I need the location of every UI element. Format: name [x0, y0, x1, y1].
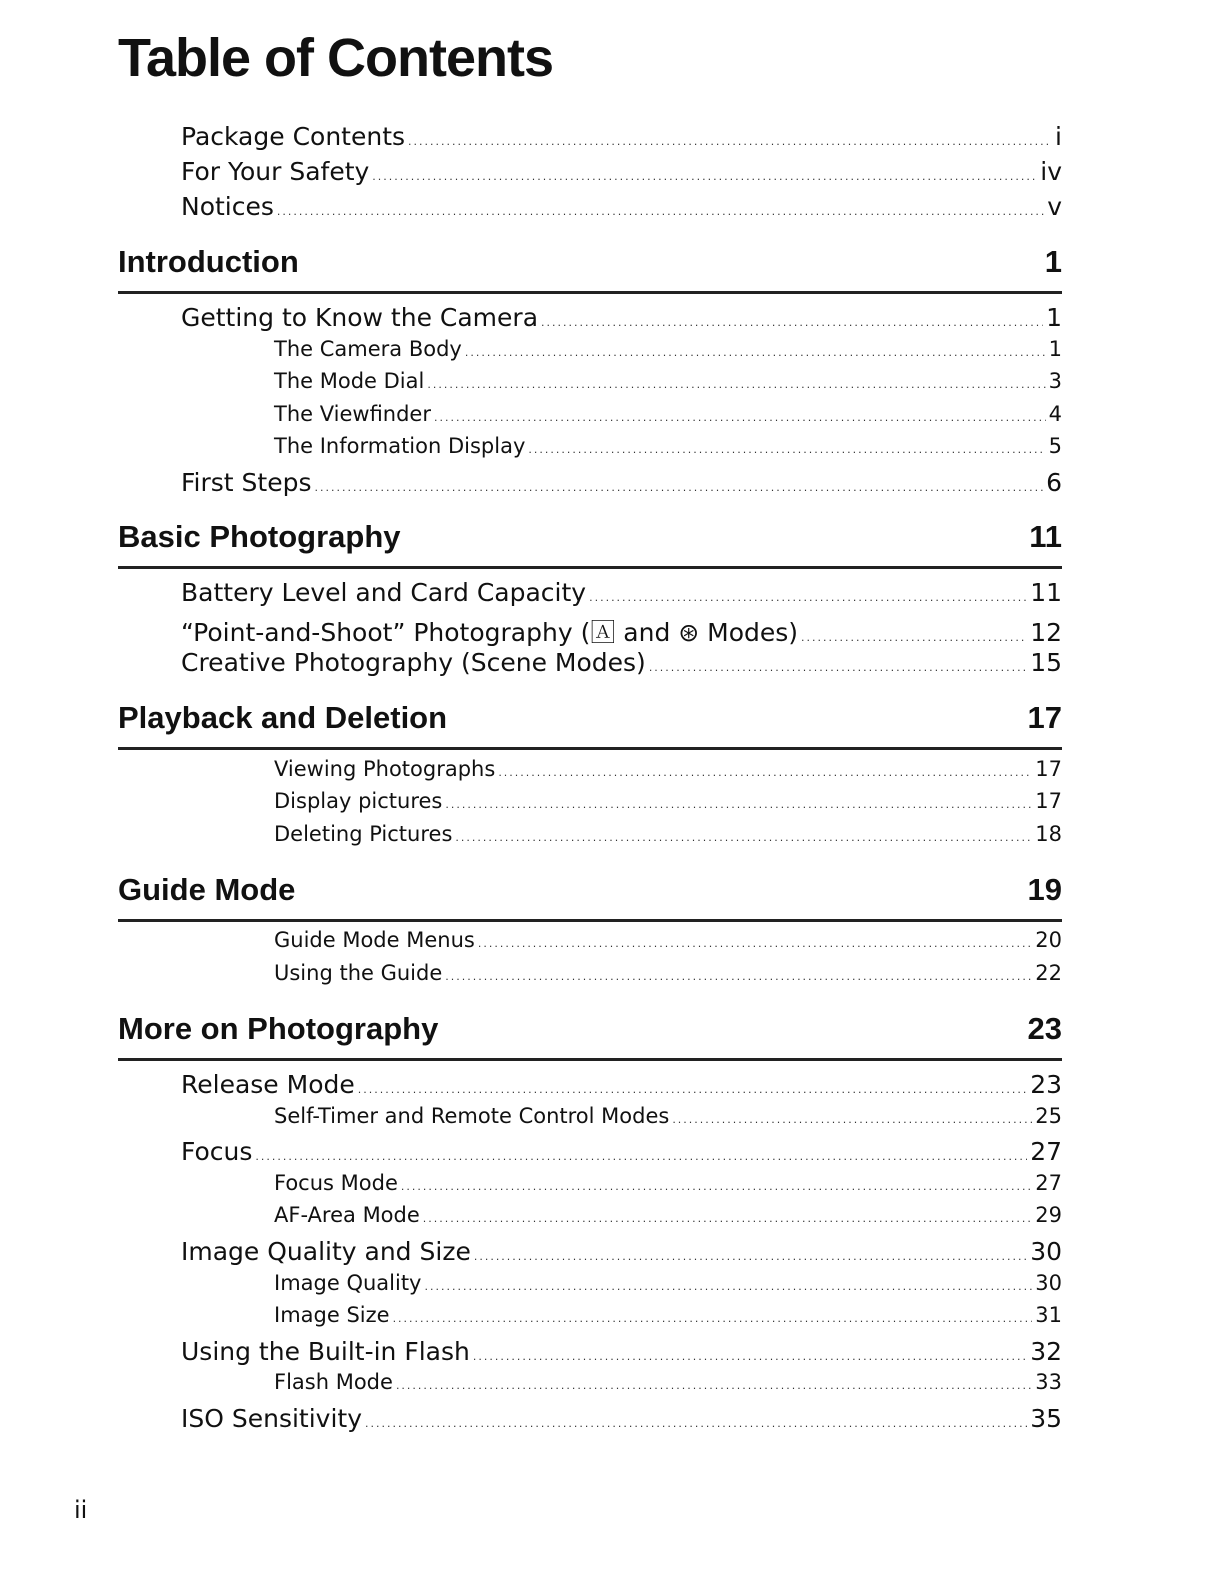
toc-entry-title: Creative Photography (Scene Modes) [181, 648, 646, 677]
toc-entry-page: 3 [1048, 369, 1062, 393]
toc-entry-page: 30 [1030, 1237, 1062, 1266]
toc-subentry[interactable] [274, 1171, 1062, 1195]
section-page: 19 [1027, 872, 1062, 907]
section-title: Guide Mode [118, 872, 296, 907]
toc-entry-page: 15 [1030, 648, 1062, 677]
toc-entry-title: Battery Level and Card Capacity [181, 578, 587, 607]
toc-entry-page: iv [1040, 157, 1062, 186]
dot-leader [365, 1417, 1027, 1430]
dot-leader [649, 661, 1027, 674]
toc-entry-page: 27 [1035, 1171, 1062, 1195]
toc-entry-page: 1 [1048, 337, 1062, 361]
dot-leader [277, 205, 1044, 218]
toc-subentry[interactable] [274, 928, 1062, 952]
toc-subentry[interactable] [274, 1370, 1062, 1394]
page-number: ii [74, 1496, 88, 1524]
toc-entry-page: 17 [1035, 757, 1062, 781]
dot-leader [372, 170, 1037, 183]
toc-entry-title: Image Quality and Size [181, 1237, 471, 1266]
toc-entry[interactable] [181, 468, 1062, 497]
toc-entry-page: 22 [1035, 961, 1062, 985]
toc-entry[interactable] [181, 578, 1062, 607]
section-page: 1 [1044, 244, 1062, 279]
toc-entry-for-your-safety[interactable] [181, 157, 1062, 186]
toc-entry-title: Getting to Know the Camera [181, 303, 539, 332]
toc-subentry[interactable] [274, 1203, 1062, 1227]
section-heading-playback-and-deletion[interactable] [118, 700, 1062, 736]
toc-entry-title: Release Mode [181, 1070, 355, 1099]
toc-entry-package-contents[interactable] [181, 122, 1062, 151]
toc-subentry[interactable] [274, 434, 1062, 458]
toc-entry-page: 33 [1035, 1370, 1062, 1394]
section-page: 23 [1027, 1011, 1062, 1046]
section-page: 17 [1027, 700, 1062, 735]
dot-leader [478, 937, 1032, 950]
dot-leader [455, 831, 1032, 844]
toc-entry-title: AF-Area Mode [274, 1203, 420, 1227]
dot-leader [401, 1180, 1032, 1193]
toc-entry-title: For Your Safety [181, 157, 370, 186]
dot-leader [445, 970, 1032, 983]
section-title: Playback and Deletion [118, 700, 448, 735]
section-heading-guide-mode[interactable] [118, 872, 1062, 908]
section-title: Basic Photography [118, 519, 401, 554]
toc-subentry[interactable] [274, 1104, 1062, 1128]
toc-entry[interactable] [181, 1070, 1062, 1099]
dot-leader [498, 766, 1032, 779]
dot-leader [424, 1280, 1032, 1293]
toc-entry[interactable] [181, 1137, 1062, 1166]
section-divider [118, 566, 1062, 569]
toc-entry[interactable] [181, 1404, 1062, 1433]
toc-subentry[interactable] [274, 961, 1062, 985]
toc-entry-page: 30 [1035, 1271, 1062, 1295]
section-divider [118, 747, 1062, 750]
toc-entry-title: The Viewfinder [274, 402, 431, 426]
toc-entry-page: i [1055, 122, 1062, 151]
toc-entry-page: 32 [1030, 1337, 1062, 1366]
toc-entry-title: Image Size [274, 1303, 390, 1327]
toc-entry-page: 12 [1030, 618, 1062, 647]
toc-entry-page: 11 [1030, 578, 1062, 607]
dot-leader [393, 1312, 1033, 1325]
toc-entry-title: First Steps [181, 468, 312, 497]
dot-leader [589, 591, 1027, 604]
toc-entry-title: Guide Mode Menus [274, 928, 475, 952]
toc-entry-page: v [1047, 192, 1062, 221]
toc-entry-page: 4 [1048, 402, 1062, 426]
section-title: More on Photography [118, 1011, 439, 1046]
toc-entry-page: 27 [1030, 1137, 1062, 1166]
toc-entry-page: 31 [1035, 1303, 1062, 1327]
section-divider [118, 919, 1062, 922]
toc-entry-page: 6 [1046, 468, 1062, 497]
dot-leader [427, 378, 1045, 391]
dot-leader [315, 481, 1044, 494]
toc-entry-title: Notices [181, 192, 274, 221]
toc-entry-title: Focus [181, 1137, 253, 1166]
section-heading-introduction[interactable] [118, 244, 1062, 280]
dot-leader [474, 1250, 1027, 1263]
dot-leader [528, 443, 1045, 456]
toc-entry-title: Self-Timer and Remote Control Modes [274, 1104, 670, 1128]
toc-entry-page: 35 [1030, 1404, 1062, 1433]
toc-entry-page: 23 [1030, 1070, 1062, 1099]
dot-leader [445, 798, 1032, 811]
section-divider [118, 291, 1062, 294]
toc-entry-page: 20 [1035, 928, 1062, 952]
page-title: Table of Contents [118, 28, 553, 88]
toc-entry-title: The Information Display [274, 434, 526, 458]
toc-subentry[interactable] [274, 789, 1062, 813]
toc-entry[interactable] [181, 613, 1062, 649]
toc-entry[interactable] [181, 303, 1062, 332]
toc-subentry[interactable] [274, 1271, 1062, 1295]
toc-entry-title: Focus Mode [274, 1171, 398, 1195]
dot-leader [473, 1350, 1027, 1363]
toc-entry-page: 5 [1048, 434, 1062, 458]
toc-entry-page: 18 [1035, 822, 1062, 846]
toc-entry-page: 29 [1035, 1203, 1062, 1227]
toc-entry-title: Deleting Pictures [274, 822, 453, 846]
section-page: 11 [1029, 519, 1062, 554]
toc-entry-title: ISO Sensitivity [181, 1404, 363, 1433]
toc-entry-title: “Point-and-Shoot” Photography (🄰 and ⊛ Modes) [181, 618, 799, 647]
dot-leader [541, 316, 1043, 329]
toc-entry-title: The Camera Body [274, 337, 462, 361]
dot-leader [465, 346, 1046, 359]
toc-entry-title: Display pictures [274, 789, 443, 813]
toc-entry-title: Flash Mode [274, 1370, 393, 1394]
toc-entry[interactable] [181, 648, 1062, 677]
dot-leader [423, 1212, 1032, 1225]
toc-entry-title: Package Contents [181, 122, 406, 151]
toc-entry-page: 25 [1035, 1104, 1062, 1128]
toc-entry-title: Using the Built-in Flash [181, 1337, 470, 1366]
toc-entry-page: 1 [1046, 303, 1062, 332]
toc-subentry[interactable] [274, 337, 1062, 361]
toc-entry-title: Image Quality [274, 1271, 422, 1295]
section-heading-more-on-photography[interactable] [118, 1011, 1062, 1047]
toc-subentry[interactable] [274, 1303, 1062, 1327]
section-heading-basic-photography[interactable] [118, 519, 1062, 555]
toc-subentry[interactable] [274, 369, 1062, 393]
toc-subentry[interactable] [274, 757, 1062, 781]
toc-subentry[interactable] [274, 822, 1062, 846]
dot-leader [434, 411, 1046, 424]
toc-subentry[interactable] [274, 402, 1062, 426]
toc-entry-notices[interactable] [181, 192, 1062, 221]
dot-leader [255, 1150, 1027, 1163]
dot-leader [801, 631, 1027, 644]
toc-entry-page: 17 [1035, 789, 1062, 813]
section-title: Introduction [118, 244, 299, 279]
dot-leader [396, 1379, 1032, 1392]
toc-entry-title: Using the Guide [274, 961, 443, 985]
toc-entry-title: The Mode Dial [274, 369, 425, 393]
section-divider [118, 1058, 1062, 1061]
toc-entry[interactable] [181, 1237, 1062, 1266]
dot-leader [408, 135, 1052, 148]
dot-leader [358, 1083, 1027, 1096]
toc-entry[interactable] [181, 1337, 1062, 1366]
dot-leader [672, 1113, 1032, 1126]
toc-entry-title: Viewing Photographs [274, 757, 496, 781]
